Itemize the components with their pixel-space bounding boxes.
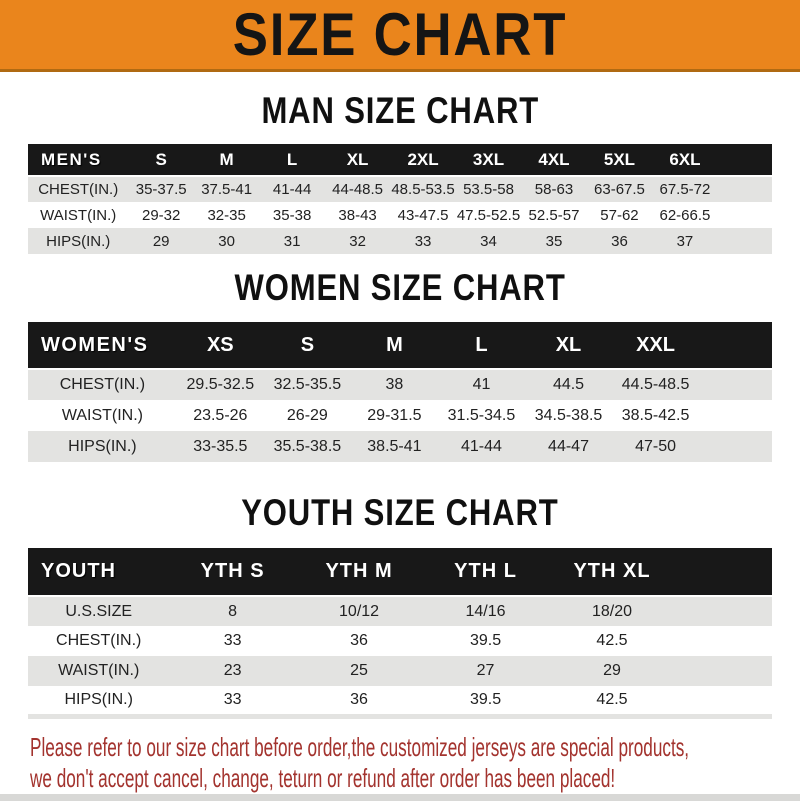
table-title-cell: WOMEN'S — [28, 322, 177, 369]
size-value: 37.5-41 — [194, 176, 259, 202]
size-value: 35.5-38.5 — [264, 431, 351, 462]
size-value: 44-48.5 — [325, 176, 390, 202]
column-header: XS — [177, 322, 264, 369]
size-value: 25 — [296, 656, 422, 686]
size-value: 52.5-57 — [528, 206, 580, 224]
measurement-row — [28, 656, 772, 686]
size-value: 29 — [128, 228, 193, 254]
measurement-row — [28, 202, 772, 228]
row-spacer — [699, 369, 772, 400]
size-value: 18/20 — [549, 596, 675, 626]
row-spacer — [675, 626, 772, 656]
size-value: 29-32 — [141, 206, 181, 224]
row-label: HIPS(IN.) — [28, 228, 128, 254]
row-spacer — [699, 431, 772, 462]
womens-section-heading — [0, 269, 800, 306]
table-title-cell: YOUTH — [28, 548, 169, 596]
size-value: 26-29 — [286, 406, 328, 424]
size-value: 32-35 — [207, 206, 246, 224]
column-header: YTH M — [296, 548, 422, 596]
mens-header-bar — [28, 144, 772, 176]
youth-section-heading — [0, 494, 800, 531]
size-value: 27 — [422, 656, 548, 686]
size-value: 44.5-48.5 — [612, 369, 699, 400]
size-value: 53.5-58 — [456, 176, 521, 202]
column-header: XL — [525, 322, 612, 369]
column-header: YTH XL — [549, 548, 675, 596]
page-title — [210, 0, 590, 68]
column-header: XXL — [612, 322, 699, 369]
size-value: 47.5-52.5 — [456, 206, 521, 224]
size-value: 36 — [587, 228, 652, 254]
size-value: 41-44 — [438, 431, 525, 462]
size-value: 31.5-34.5 — [447, 406, 516, 424]
size-value: 33-35.5 — [177, 431, 264, 462]
size-value: 32.5-35.5 — [264, 369, 351, 400]
column-header: 6XL — [652, 144, 717, 176]
page-title-text: SIZE CHART — [232, 0, 568, 68]
size-value: 38.5-41 — [351, 431, 438, 462]
size-value: 38 — [351, 369, 438, 400]
row-label: CHEST(IN.) — [56, 632, 142, 649]
size-value: 42.5 — [596, 690, 628, 708]
size-value: 57-62 — [600, 206, 639, 224]
womens-header-bar — [28, 322, 772, 369]
size-value: 47-50 — [612, 431, 699, 462]
header-spacer — [718, 144, 772, 176]
column-header: L — [259, 144, 324, 176]
size-value: 29-31.5 — [367, 406, 422, 424]
size-value: 14/16 — [422, 596, 548, 626]
size-value: 41-44 — [259, 176, 324, 202]
row-spacer — [718, 228, 772, 254]
womens-size-table — [28, 322, 772, 462]
size-value: 36 — [350, 632, 368, 649]
measurement-row — [28, 228, 772, 254]
mens-size-table — [28, 144, 772, 254]
size-value: 29 — [549, 656, 675, 686]
size-value: 32 — [325, 228, 390, 254]
column-header: 4XL — [521, 144, 586, 176]
youth-size-table — [28, 548, 772, 719]
measurement-row — [28, 400, 772, 431]
row-label: CHEST(IN.) — [28, 176, 128, 202]
column-header: XL — [325, 144, 390, 176]
row-label: WAIST(IN.) — [40, 206, 117, 224]
size-value: 36 — [350, 690, 368, 708]
size-value: 58-63 — [521, 176, 586, 202]
column-header: 2XL — [390, 144, 455, 176]
size-value: 10/12 — [296, 596, 422, 626]
size-value: 39.5 — [469, 632, 502, 649]
size-value: 38.5-42.5 — [621, 406, 690, 424]
size-value: 67.5-72 — [652, 176, 717, 202]
column-header: S — [128, 144, 193, 176]
section-heading-text: YOUTH SIZE CHART — [241, 492, 559, 533]
size-value: 35-37.5 — [128, 176, 193, 202]
section-heading-text: WOMEN SIZE CHART — [234, 267, 566, 308]
row-label: WAIST(IN.) — [28, 656, 169, 686]
size-value: 34.5-38.5 — [534, 406, 603, 424]
row-label: WAIST(IN.) — [61, 406, 143, 424]
column-header: M — [194, 144, 259, 176]
size-value: 33 — [390, 228, 455, 254]
column-header: YTH L — [422, 548, 548, 596]
notice-line-2: we don't accept cancel, change, teturn or refund after order has been placed! — [30, 762, 616, 793]
measurement-row — [28, 369, 772, 400]
size-value: 42.5 — [596, 632, 628, 649]
header-spacer — [699, 322, 772, 369]
size-value: 62-66.5 — [659, 206, 711, 224]
size-value: 8 — [169, 596, 295, 626]
row-label: U.S.SIZE — [28, 596, 169, 626]
column-header: M — [351, 322, 438, 369]
measurement-row — [28, 176, 772, 202]
youth-size-chart-section — [0, 494, 800, 719]
measurement-row — [28, 686, 772, 716]
row-spacer — [675, 596, 772, 626]
row-label: HIPS(IN.) — [64, 690, 133, 708]
column-header: S — [264, 322, 351, 369]
notice-line-1: Please refer to our size chart before order,the customized jerseys are special products, — [30, 731, 690, 762]
size-value: 39.5 — [469, 690, 502, 708]
youth-header-bar — [28, 548, 772, 596]
size-value: 38-43 — [338, 206, 377, 224]
row-label: HIPS(IN.) — [28, 431, 177, 462]
charts-container — [0, 72, 800, 719]
size-value: 34 — [456, 228, 521, 254]
row-label: CHEST(IN.) — [28, 369, 177, 400]
row-spacer — [675, 656, 772, 686]
size-value: 33 — [223, 632, 242, 649]
row-spacer — [675, 686, 772, 716]
measurement-row — [28, 596, 772, 626]
size-value: 44-47 — [525, 431, 612, 462]
column-header: L — [438, 322, 525, 369]
size-value: 23.5-26 — [193, 406, 248, 424]
size-value: 23 — [169, 656, 295, 686]
table-title-cell: MEN'S — [28, 144, 128, 176]
size-value: 30 — [194, 228, 259, 254]
size-value: 29.5-32.5 — [177, 369, 264, 400]
size-value: 33 — [223, 690, 242, 708]
size-value: 41 — [438, 369, 525, 400]
header-spacer — [675, 548, 772, 596]
section-heading-text: MAN SIZE CHART — [261, 90, 539, 131]
size-value: 63-67.5 — [587, 176, 652, 202]
size-value: 35 — [521, 228, 586, 254]
size-value: 35-38 — [272, 206, 312, 224]
womens-size-chart-section — [0, 269, 800, 462]
column-header: 3XL — [456, 144, 521, 176]
measurement-row — [28, 626, 772, 656]
size-value: 44.5 — [525, 369, 612, 400]
order-notice — [30, 732, 800, 794]
bottom-strip — [0, 794, 800, 801]
row-spacer — [718, 202, 772, 228]
banner — [0, 0, 800, 72]
measurement-row — [28, 431, 772, 462]
size-value: 37 — [652, 228, 717, 254]
size-value: 31 — [259, 228, 324, 254]
mens-size-chart-section — [0, 92, 800, 254]
size-value: 48.5-53.5 — [390, 176, 455, 202]
row-spacer — [718, 176, 772, 202]
row-spacer — [699, 400, 772, 431]
size-value: 43-47.5 — [397, 206, 449, 224]
mens-section-heading — [0, 92, 800, 129]
column-header: YTH S — [169, 548, 295, 596]
column-header: 5XL — [587, 144, 652, 176]
